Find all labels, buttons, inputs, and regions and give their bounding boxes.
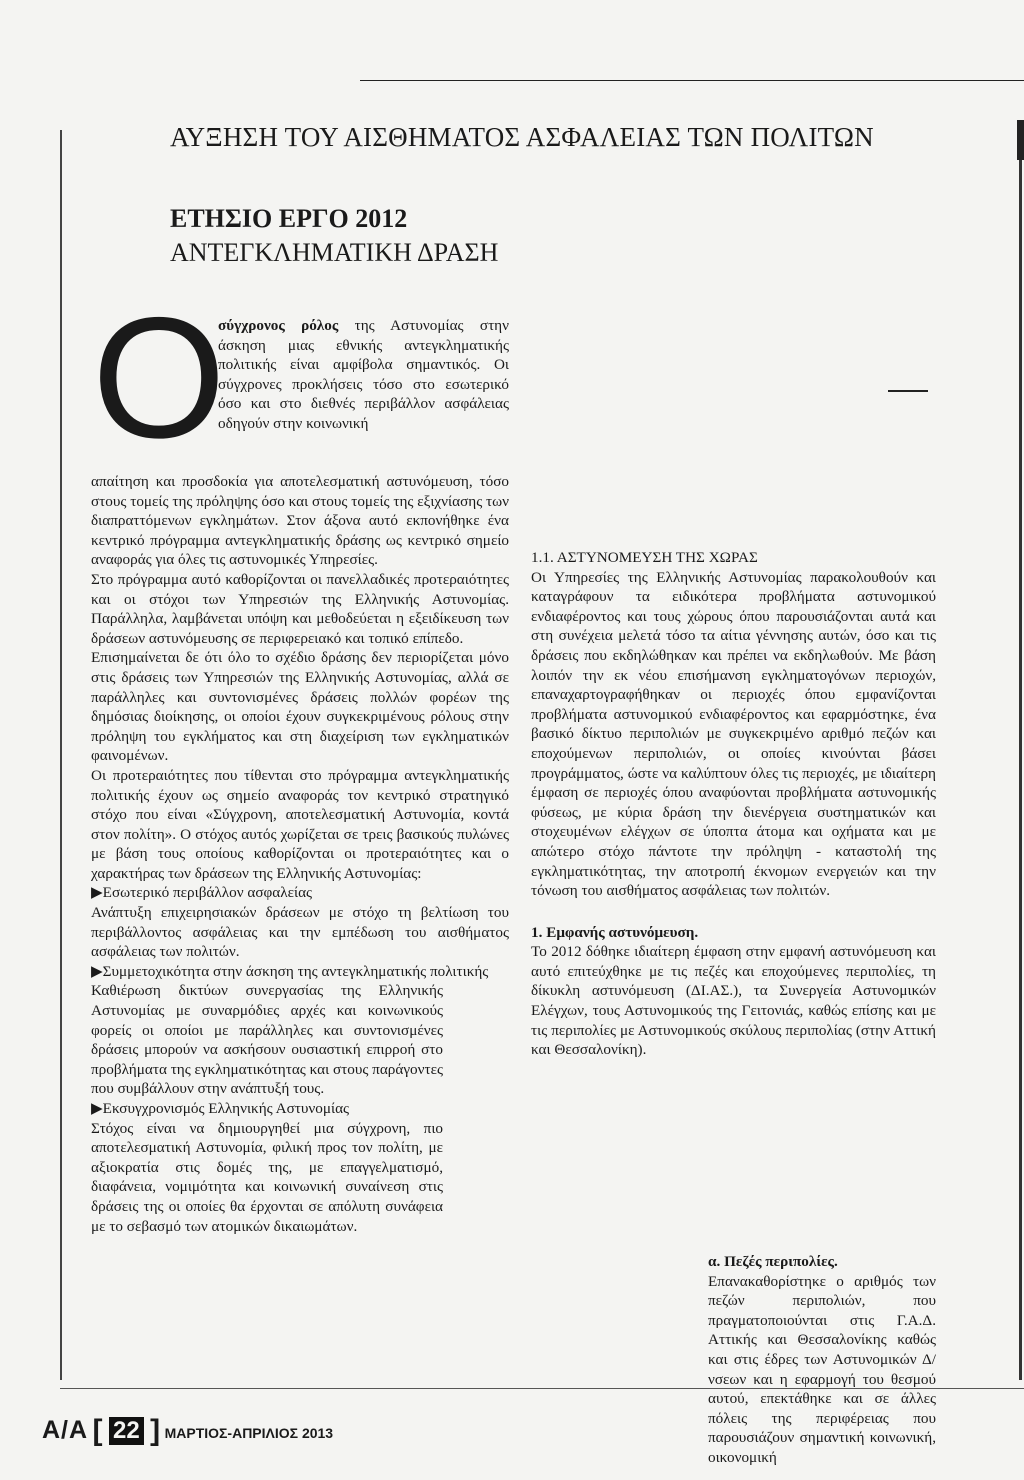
side-mark [888, 390, 928, 392]
section-heading: 1.1. ΑΣΤΥΝΟΜΕΥΣΗ ΤΗΣ ΧΩΡΑΣ [531, 549, 758, 566]
body-paragraph: απαίτηση και προσδοκία για αποτελεσματική αστυνόμευση, τόσο στους τομείς της πρόληψης όσο και στους τομείς της εξιχνίασης των διαπραττόμενων εγκλημάτων. Στον άξονα αυτό εκπονήθηκε ένα κεντρικό πρόγραμμα αντεγκληματικής δράσης ως κεντρικό σημείο αναφοράς για όλες τις αστυνομικές Υπηρεσίες. [91, 473, 509, 569]
right-edge-line [1019, 160, 1022, 1380]
magazine-name: Α/Α [42, 1416, 89, 1444]
foot-patrols-block [708, 1252, 936, 1468]
page-footer [42, 1414, 333, 1448]
pillar-heading: ▶Συμμετοχικότητα στην άσκηση της αντεγκληματικής πολιτικής [91, 962, 489, 980]
lead-bold: σύγχρονος ρόλος [218, 317, 339, 334]
section-subtitle-topic: ΑΝΤΕΓΚΛΗΜΑΤΙΚΗ ΔΡΑΣΗ [170, 238, 499, 267]
right-column [531, 548, 936, 1060]
body-paragraph: Οι προτεραιότητες που τίθενται στο πρόγραμμα αντεγκληματικής πολιτικής έχουν ως σημείο αναφοράς τον κεντρικό στρατηγικό στόχο που είναι «Σύγχρονη, αποτελεσματική Αστυνομία, κοντά στον πολίτη». Ο στόχος αυτός χωρίζεται σε τρεις βασικούς πυλώνες με βάση τους οποίους καθορίζονται οι προτεραιότητες και ο χαρακτήρας των δράσεων της Ελληνικής Αστυνομίας: [91, 766, 509, 882]
top-rule [360, 80, 1024, 81]
page-title: ΑΥΞΗΣΗ ΤΟΥ ΑΙΣΘΗΜΑΤΟΣ ΑΣΦΑΛΕΙΑΣ ΤΩΝ ΠΟΛΙΤΩΝ [170, 122, 874, 152]
right-edge-bar [1017, 120, 1024, 160]
body-paragraph: Στόχος είναι να δημιουργηθεί μια σύγχρονη, πιο αποτελεσματική Αστυνομία, φιλική προς τον πολίτη, με αξιοκρατία στις δομές της, με επαγγελματισμό, διαφάνεια, νομιμότητα και κοινωνική συναίνεση στις δράσεις της οι οποίες θα έρχονται σε απόλυτη συνάφεια με το σεβασμό των ατομικών δικαιωμάτων. [91, 1119, 443, 1235]
subsection-heading: α. Πεζές περιπολίες. [708, 1253, 838, 1270]
body-paragraph: Επισημαίνεται δε ότι όλο το σχέδιο δράσης δεν περιορίζεται μόνο στις δράσεις των Υπηρεσιών της Ελληνικής Αστυνομίας, αλλά σε παράλληλες και συντονισμένες δράσεις πολλών φορέων της δημόσιας διοίκησης, οι οποίοι έχουν συγκεκριμένους ρόλους στην πρόληψη του εγκλήματος και στη διαχείριση των εγκληματικών φαινομένων. [91, 649, 509, 765]
page-number: 22 [109, 1417, 144, 1445]
issue-date: ΜΑΡΤΙΟΣ-ΑΠΡΙΛΙΟΣ 2013 [164, 1425, 334, 1441]
left-vertical-rule [60, 130, 62, 1380]
pillar-heading: ▶Εκσυγχρονισμός Ελληνικής Αστυνομίας [91, 1100, 350, 1117]
section-subtitle-year: ΕΤΗΣΙΟ ΕΡΓΟ 2012 [170, 204, 408, 233]
body-paragraph: Στο πρόγραμμα αυτό καθορίζονται οι πανελλαδικές προτεραιότητες και οι στόχοι των Υπηρεσιών της Ελληνικής Αστυνομίας. Παράλληλα, λαμβάνεται υπόψη και μεθοδεύεται η εξειδίκευση των δράσεων αστυνόμευσης σε περιφερειακό και τοπικό επίπεδο. [91, 570, 509, 647]
body-paragraph: Το 2012 δόθηκε ιδιαίτερη έμφαση στην εμφανή αστυνόμευση και αυτό επιτεύχθηκε με τις πεζές και εποχούμενες περιπολίες, τη δίκυκλη αστυνόμευση (ΔΙ.ΑΣ.), τα Συνεργεία Αστυνομικών Ελέγχων, τους Αστυνομικούς της Γειτονιάς, καθώς επίσης και με τις περιπολίες με Αστυνομικούς σκύλους περιπολίας (στην Αττική και Θεσσαλονίκη). [531, 943, 936, 1059]
body-paragraph: Καθιέρωση δικτύων συνεργασίας της Ελληνικής Αστυνομίας με συναρμόδιες αρχές και κοινωνικούς φορείς οι οποίοι με παράλληλες και συντονισμένες δράσεις μπορούν να ασκήσουν ουσιαστική επιρροή στο προβλήματα της εγκληματικότητας και στους παράγοντες που συμβάλλουν στην ανάπτυξή τους. [91, 982, 443, 1098]
bracket-open: [ [92, 1414, 103, 1447]
subsection-heading: 1. Εμφανής αστυνόμευση. [531, 923, 699, 941]
lead-paragraph [218, 316, 509, 434]
pillar-heading: ▶Εσωτερικό περιβάλλον ασφαλείας [91, 884, 313, 902]
drop-cap: Ο [92, 282, 226, 474]
body-paragraph: Ανάπτυξη επιχειρησιακών δράσεων με στόχο τη βελτίωση του περιβάλλοντος ασφάλειας και την εμπέδωση του αισθήματος ασφάλειας των πολιτών. [91, 904, 509, 961]
lead-text: της Αστυνομίας στην άσκηση μιας εθνικής αντεγκληματικής πολιτικής είναι αμφίβολα σημαντικός. Οι σύγχρονες προκλήσεις τόσο στο εσωτερικό όσο και στο διεθνές περιβάλλον ασφάλειας οδηγούν στην κοινωνική [218, 317, 509, 432]
body-paragraph: Οι Υπηρεσίες της Ελληνικής Αστυνομίας παρακολουθούν και καταγράφουν τα ειδικότερα προβλήματα αστυνομικού ενδιαφέροντος και τους χώρους όπου παρουσιάζονται αυτά και στη συνέχεια μελετά τόσο τα αίτια γέννησης αυτών, όσο και τις δράσεις που εκδηλώθηκαν και πρέπει να εκδηλωθούν. Με βάση λοιπόν την εκ νέου επισήμανση εγκληματογόνων περιοχών, επαναχαρτογραφήθηκαν οι περιοχές όπου εμφανίζονται προβλήματα αστυνομικού ενδιαφέροντος και εφαρμόστηκε, ένα βασικό δίκτυο περιπολιών με συγκεκριμένο αριθμό πεζών και εποχούμενων περιπολιών, οι οποίες κινούνται βάσει προγράμματος, ώστε να καλύπτουν όλες τις περιοχές, με ιδιαίτερη έμφαση σε περιοχές όπου αναφύονται προβλήματα αστυνομικής φύσεως, με κύρια δράση την διενέργεια συστηματικών και στοχευμένων ελέγχων σε ύποπτα άτομα και οχήματα και με απώτερο στόχο πάντοτε την πρόληψη - καταστολή της εγκληματικότητας, την αποτροπή έκνομων ενεργειών και την τόνωση του αισθήματος ασφάλειας των πολιτών. [531, 568, 936, 900]
left-column [91, 472, 509, 1236]
bracket-close: ] [150, 1414, 161, 1447]
body-paragraph: Επανακαθορίστηκε ο αριθμός των πεζών περιπολιών, που πραγματοποιούνται στις Γ.Α.Δ. Αττικής και Θεσσαλονίκης καθώς και στις έδρες των Αστυνομικών Δ/νσεων και η εφαρμογή του θεσμού αυτού, επεκτάθηκε και σε άλλες πόλεις της περιφέρειας που παρουσιάζουν σημαντική κοινωνική, οικονομική [708, 1272, 936, 1466]
